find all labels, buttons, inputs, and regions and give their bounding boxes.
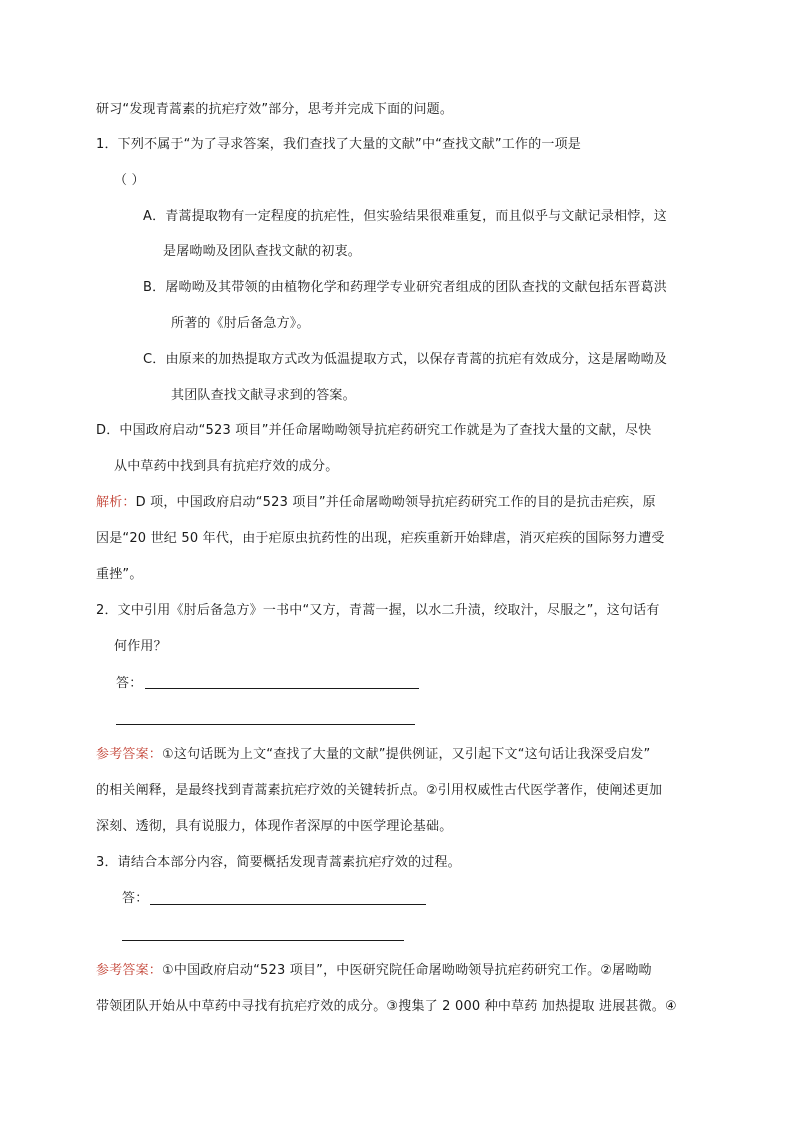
q1-option-c-line1: C．由原来的加热提取方式改为低温提取方式，以保存青蒿的抗疟有效成分，这是屠呦呦及 [143, 352, 668, 367]
q2-reference-text: ①这句话既为上文“查找了大量的文献”提供例证，又引起下文“这句话让我深受启发” [162, 747, 651, 762]
q1-option-a-line2: 是屠呦呦及团队查找文献的初衷。 [163, 244, 362, 259]
q1-option-b-line2: 所著的《肘后备急方》。 [171, 316, 310, 331]
q1-option-a-line1: A．青蒿提取物有一定程度的抗疟性，但实验结果很难重复，而且似乎与文献记录相悖，这 [143, 209, 667, 224]
q3-reference-line1 [96, 962, 652, 980]
q1-analysis-line1 [96, 494, 656, 512]
q1-answer-paren: （ ） [114, 173, 145, 188]
q1-option-b-line1: B．屠呦呦及其带领的由植物化学和药理学专业研究者组成的团队查找的文献包括东晋葛洪 [143, 280, 667, 295]
q1-option-d-line2: 从中草药中找到具有抗疟疗效的成分。 [114, 459, 339, 474]
q2-reference-line3: 深刻、透彻，具有说服力，体现作者深厚的中医学理论基础。 [96, 819, 453, 834]
q3-stem-line1: 3．请结合本部分内容，简要概括发现青蒿素抗疟疗效的过程。 [96, 855, 461, 870]
q3-answer-blank-2[interactable] [122, 940, 404, 941]
q1-stem-line1: 1．下列不属于“为了寻求答案，我们查找了大量的文献”中“查找文献”工作的一项是 [96, 137, 582, 152]
q2-answer-blank-1[interactable] [145, 688, 419, 689]
q2-stem-line2: 何作用？ [114, 639, 167, 654]
intro-text: 研习“发现青蒿素的抗疟疗效”部分，思考并完成下面的问题。 [96, 102, 454, 117]
q3-reference-line2: 带领团队开始从中草药中寻找有抗疟疗效的成分。③搜集了 2 000 种中草药 加热提取 进展甚微。④ [96, 999, 677, 1014]
q1-analysis-line3: 重挫”。 [96, 567, 143, 582]
analysis-label: 解析： [96, 495, 136, 510]
q3-reference-text: ①中国政府启动“523 项目”，中医研究院任命屠呦呦领导抗疟药研究工作。②屠呦呦 [162, 963, 652, 978]
q3-reference-label: 参考答案： [96, 963, 163, 978]
q1-option-d-line1: D．中国政府启动“523 项目”并任命屠呦呦领导抗疟药研究工作就是为了查找大量的文献，尽快 [96, 423, 652, 438]
q1-analysis-line2: 因是“20 世纪 50 年代，由于疟原虫抗药性的出现，疟疾重新开始肆虐，消灭疟疾的国际努力遭受 [96, 531, 665, 546]
q3-answer-blank-1[interactable] [150, 904, 426, 905]
q2-reference-line1 [96, 746, 650, 764]
q2-stem-line1: 2．文中引用《肘后备急方》一书中“又方，青蒿一握，以水二升渍，绞取汁，尽服之”，这句话有 [96, 603, 660, 618]
q2-reference-line2: 的相关阐释，是最终找到青蒿素抗疟疗效的关键转折点。②引用权威性古代医学著作，使阐述更加 [96, 783, 663, 798]
q3-answer-label: 答： [122, 891, 149, 906]
analysis-text: D 项，中国政府启动“523 项目”并任命屠呦呦领导抗疟药研究工作的目的是抗击疟疾，原 [135, 495, 656, 510]
q2-answer-label: 答： [116, 676, 143, 691]
q1-option-c-line2: 其团队查找文献寻求到的答案。 [171, 388, 356, 403]
q2-reference-label: 参考答案： [96, 747, 163, 762]
q2-answer-blank-2[interactable] [116, 724, 415, 725]
